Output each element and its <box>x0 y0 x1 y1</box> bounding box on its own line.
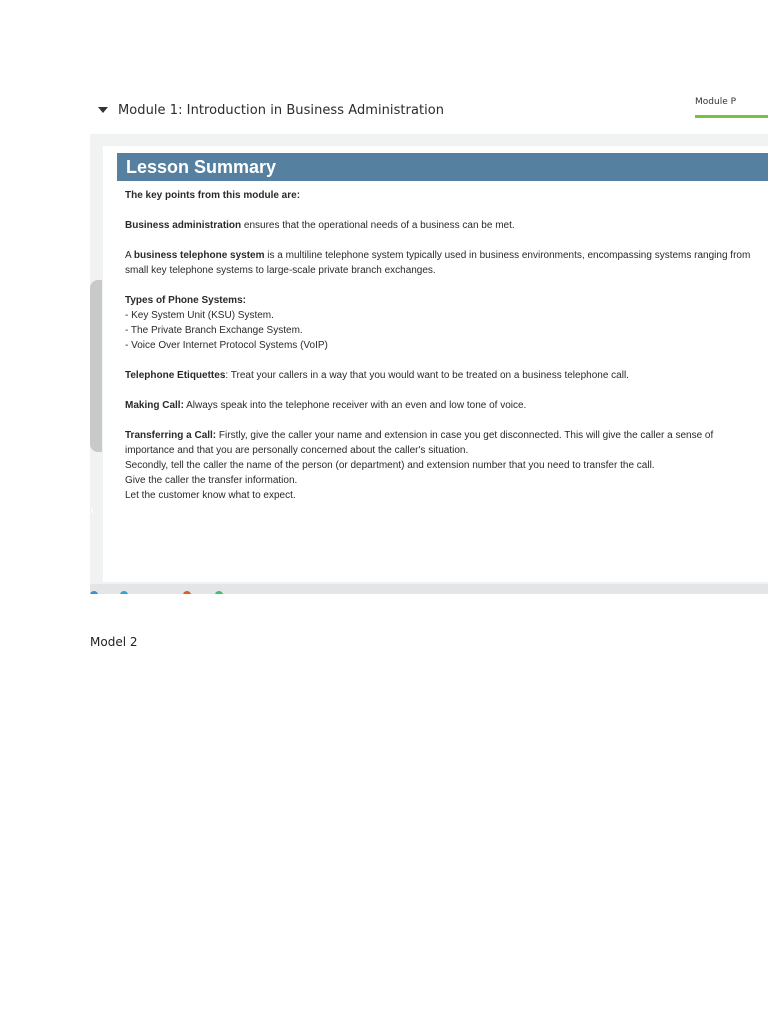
tab-module[interactable] <box>695 97 768 119</box>
taskbar-icon <box>215 591 223 594</box>
tab-module-label[interactable]: Module P <box>695 97 737 107</box>
previous-slide-handle[interactable] <box>90 280 102 517</box>
slide-title-bar <box>117 153 768 181</box>
taskbar-icon <box>120 591 128 594</box>
list-item: - Voice Over Internet Protocol Systems (VoIP) <box>125 340 328 351</box>
paragraph-telephone-etiquettes: Telephone Etiquettes: Treat your callers in a way that you would want to be treated on a business telephone call. <box>125 370 629 381</box>
viewer-bottom-bar <box>90 584 768 594</box>
list-item: - The Private Branch Exchange System. <box>125 325 303 336</box>
module-title[interactable]: Module 1: Introduction in Business Administration <box>118 102 445 118</box>
paragraph-business-administration: Business administration ensures that the operational needs of a business can be met. <box>125 220 515 231</box>
phone-systems-heading: Types of Phone Systems: <box>125 295 246 306</box>
slide-title: Lesson Summary <box>126 157 277 177</box>
paragraph-transferring-call: Transferring a Call: Firstly, give the caller your name and extension in case you get disconnected. This will give the caller a sense of importance and that you are personally concerned about the caller's situation. Secondly, tell the caller the name of the person (or department) and extension number that you need to transfer the call. Give the caller the transfer information. Let the customer know what to expect. <box>125 428 765 503</box>
caption: Model 2 <box>90 635 138 649</box>
slide-intro: The key points from this module are: <box>125 190 301 201</box>
paragraph-business-telephone-system: A business telephone system is a multiline telephone system typically used in business environments, encompassing systems ranging from small key telephone systems to large-scale private branch exchanges. <box>125 250 751 276</box>
lesson-viewer <box>90 134 768 594</box>
taskbar-icon <box>90 591 98 594</box>
list-item: - Key System Unit (KSU) System. <box>125 310 274 321</box>
paragraph-making-call: Making Call: Always speak into the telephone receiver with an even and low tone of voice. <box>125 400 527 411</box>
lesson-slide <box>103 146 768 582</box>
phone-systems-list <box>125 293 765 353</box>
taskbar-icon <box>183 591 191 594</box>
chevron-left-icon[interactable]: ‹ <box>90 501 95 517</box>
module-header[interactable] <box>98 100 444 120</box>
tab-active-indicator <box>695 115 768 118</box>
transfer-line: Let the customer know what to expect. <box>125 490 296 501</box>
slide-body <box>125 188 765 518</box>
caret-down-icon[interactable] <box>98 107 108 113</box>
transfer-line: Give the caller the transfer information. <box>125 475 298 486</box>
transfer-line: Secondly, tell the caller the name of the person (or department) and extension number that you need to transfer the call. <box>125 460 655 471</box>
